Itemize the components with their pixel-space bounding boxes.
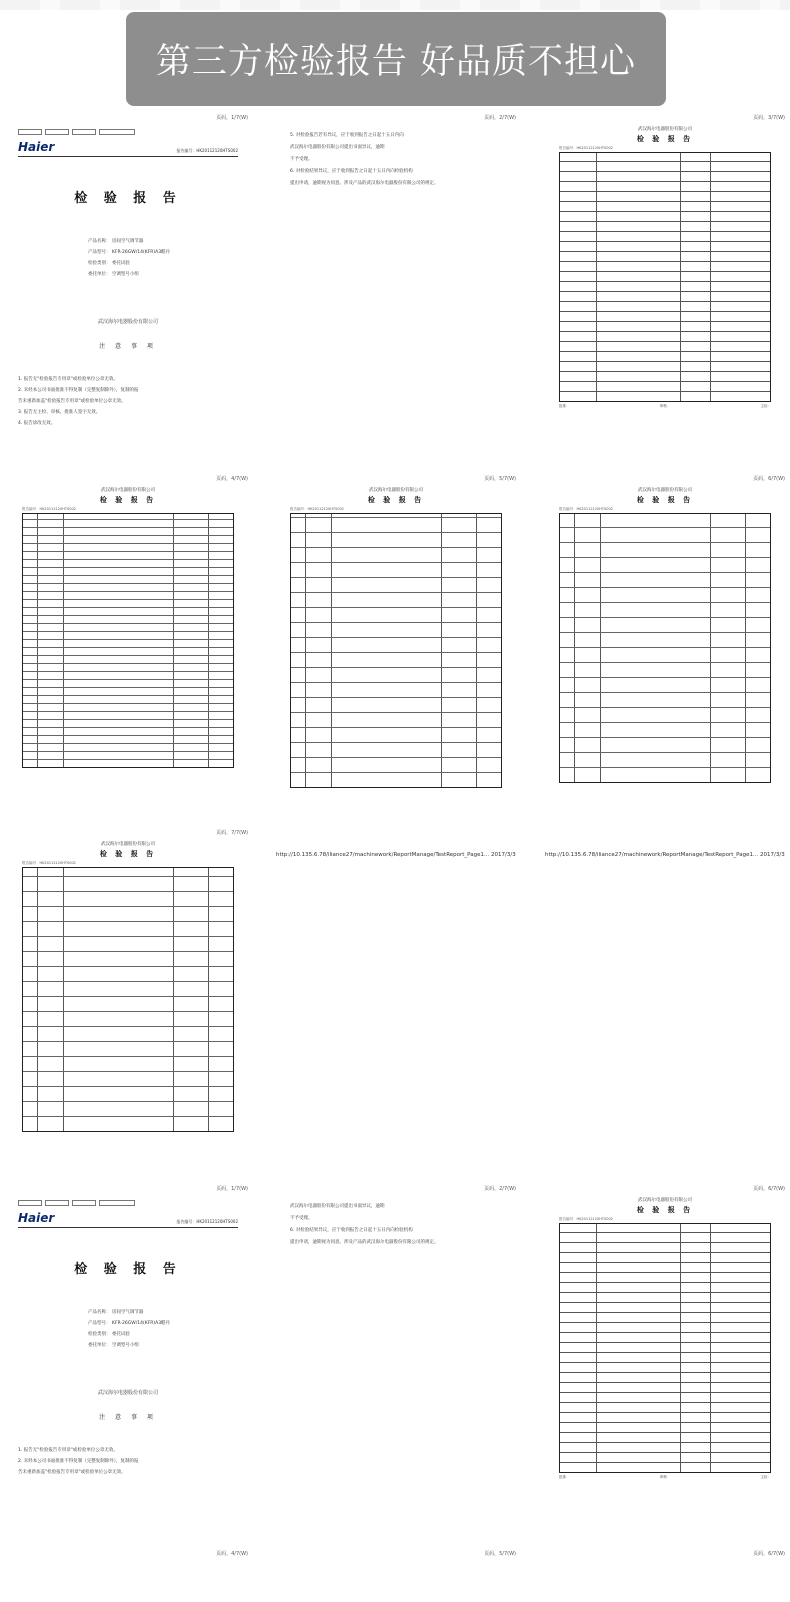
report-table xyxy=(559,152,771,402)
haier-logo: Haier xyxy=(18,1211,55,1225)
page-label: 页码，6/7(W) xyxy=(753,476,785,482)
page-label: 页码，4/7(W) xyxy=(216,476,248,482)
report-number: 报告编号：HK20112120HTS002 xyxy=(176,148,238,153)
doc-page-notes: 页码，2/7(W) 5. 对检验报告若有异议，应于收到报告之日起十五日内向 武汉海尔电器股份有限公司提出书面异议，逾期 不予受理。 6. 对检验结果异议，应于收到报告之日起十五日内向检验机构 提出申请，逾期视为同意。涉及产品的武汉海尔电器股份有限公司的规定。 xyxy=(290,115,516,186)
haier-logo: Haier xyxy=(18,140,55,154)
doc-page-cover: 页码，1/7(W) Haier 报告编号：HK20112120HTS002 检 验 报 告 产品名称： 房间空气调节器 产品型号： KFR-26GW/14(KFR)A3酷丹 检验类别： 委托试验 委托单位： 空调型号小组 武汉海尔电器股份有限公司 注 意 事 项 1. 报告无"检验报告专用章"或检验单位公章无效。 2. 未经本公司书面批准不得复制（完整复制除外），复制的报 告未重新加盖"检验报告专用章"或检验单位公章无效。 xyxy=(18,1186,248,1475)
report-table xyxy=(290,513,502,788)
report-number: 报告编号：HK20112120HTS002 xyxy=(176,1219,238,1224)
doc-page-form: 页码，5/7(W) 武汉海尔电器股份有限公司 检 验 报 告 报告编号：HK20112120HTS002 xyxy=(276,473,516,792)
top-fade-strip xyxy=(0,0,790,10)
doc-page-form: 页码，7/7(W) 武汉海尔电器股份有限公司 检 验 报 告 报告编号：HK20112120HTS002 xyxy=(8,827,248,1136)
report-table xyxy=(22,513,234,768)
cover-title: 检 验 报 告 xyxy=(74,191,182,206)
cover-title: 检 验 报 告 xyxy=(74,1262,182,1277)
page-label: 页码，5/7(W) xyxy=(484,476,516,482)
page-label: 页码，6/7(W) xyxy=(753,1551,785,1557)
title-banner xyxy=(126,12,666,106)
report-table xyxy=(559,513,771,783)
report-table xyxy=(22,867,234,1132)
page-label: 页码，4/7(W) xyxy=(216,1551,248,1557)
page-label: 页码，1/7(W) xyxy=(216,1186,248,1192)
doc-page-notes: 页码，2/7(W) 武汉海尔电器股份有限公司提出书面异议，逾期 不予受理。 6. 对检验结果异议，应于收到报告之日起十五日内向检验机构 提出申请，逾期视为同意。涉及产品的武汉海尔电器股份有限公司的规定。 xyxy=(290,1186,516,1245)
doc-page-form: 页码，4/7(W) 武汉海尔电器股份有限公司 检 验 报 告 报告编号：HK20112120HTS002 xyxy=(8,473,248,772)
page-label: 页码，2/7(W) xyxy=(484,115,516,121)
doc-page-form: 页码，3/7(W) 武汉海尔电器股份有限公司 检 验 报 告 报告编号：HK20112120HTS002 批准： 审核： 主检： xyxy=(559,115,785,408)
page-label: 页码，2/7(W) xyxy=(484,1186,516,1192)
doc-page-form: 页码，6/7(W) 武汉海尔电器股份有限公司 检 验 报 告 报告编号：HK20112120HTS002 批准： 审核： 主检： xyxy=(559,1186,785,1479)
doc-page-form: 页码，6/7(W) 武汉海尔电器股份有限公司 检 验 报 告 报告编号：HK20112120HTS002 xyxy=(545,473,785,787)
page-label: 页码，1/7(W) xyxy=(216,115,248,121)
page-label: 页码，3/7(W) xyxy=(753,115,785,121)
page-label: 页码，7/7(W) xyxy=(216,830,248,836)
doc-page-cover: 页码，1/7(W) Haier 报告编号：HK20112120HTS002 检 验 报 告 产品名称： 房间空气调节器 产品型号： KFR-26GW/14(KFR)A3酷丹 检验类别： 委托试验 委托单位： 空调型号小组 武汉海尔电器股份有限公司 注 意 事 项 1. 报告无"检验报告专用章"或检验单位公章无效。 2. 未经本公司书面批准不得复制（完整复制除外），复制的报 告未重新加盖"检验报告专用章"或检验单位公章无效。 3. 报告无主检、审核、批准人签字无效。 4. 报告涂改无效。 xyxy=(18,115,248,426)
banner-title: 第三方检验报告 好品质不担心 xyxy=(155,42,637,82)
url-line: http://10.135.6.78/iliance27/machinework/ReportManage/TestReport_Page1... 2017/3/3 xyxy=(276,852,516,858)
url-line: http://10.135.6.78/iliance27/machinework/ReportManage/TestReport_Page1... 2017/3/3 xyxy=(545,852,785,858)
page-label: 页码，5/7(W) xyxy=(484,1551,516,1557)
report-table xyxy=(559,1223,771,1473)
page-label: 页码，6/7(W) xyxy=(753,1186,785,1192)
